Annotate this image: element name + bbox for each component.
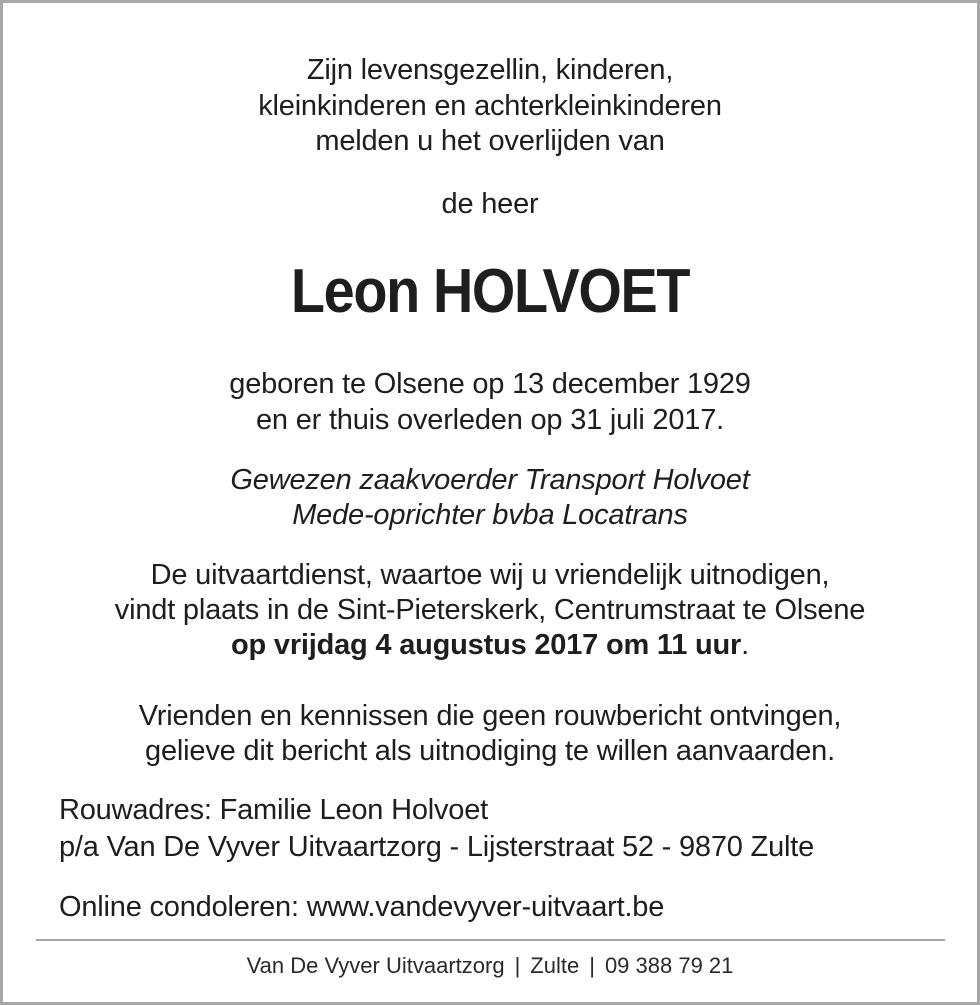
footer-separator: |	[514, 953, 521, 978]
footer-city: Zulte	[530, 953, 580, 978]
ceremony-line-1: De uitvaartdienst, waartoe wij u vriendelijk uitnodigen,	[150, 559, 830, 591]
footer	[0, 950, 980, 982]
footer-company: Van De Vyver Uitvaartzorg	[246, 953, 505, 978]
invitation-line-2: gelieve dit bericht als uitnodiging te willen aanvaarden.	[145, 735, 835, 767]
role-line-1: Gewezen zaakvoerder Transport Holvoet	[230, 464, 750, 496]
intro-line-1: Zijn levensgezellin, kinderen,	[306, 54, 674, 86]
address-line-1: Rouwadres: Familie Leon Holvoet	[59, 794, 489, 826]
deceased-name: Leon HOLVOET	[290, 257, 690, 326]
ceremony-line-2: vindt plaats in de Sint-Pieterskerk, Centrumstraat te Olsene	[114, 594, 866, 626]
ceremony-date-suffix: .	[741, 629, 749, 661]
footer-phone: 09 388 79 21	[604, 953, 734, 978]
ceremony-date	[0, 627, 980, 663]
address-line-2: p/a Van De Vyver Uitvaartzorg - Lijsterstraat 52 - 9870 Zulte	[59, 831, 815, 863]
invitation-line-1: Vrienden en kennissen die geen rouwbericht ontvingen,	[138, 700, 842, 732]
death-line: en er thuis overleden op 31 juli 2017.	[255, 404, 724, 436]
role-line-2: Mede-oprichter bvba Locatrans	[292, 499, 688, 531]
birth-line: geboren te Olsene op 13 december 1929	[229, 368, 751, 400]
intro-line-3: melden u het overlijden van	[315, 125, 665, 157]
footer-separator: |	[589, 953, 595, 978]
intro-line-2: kleinkinderen en achterkleinkinderen	[258, 90, 722, 122]
footer-divider	[36, 939, 945, 941]
ceremony-date-bold: op vrijdag 4 augustus 2017 om 11 uur	[231, 629, 742, 661]
title: de heer	[441, 188, 539, 220]
online-condolences: Online condoleren: www.vandevyver-uitvaart.be	[59, 891, 665, 923]
